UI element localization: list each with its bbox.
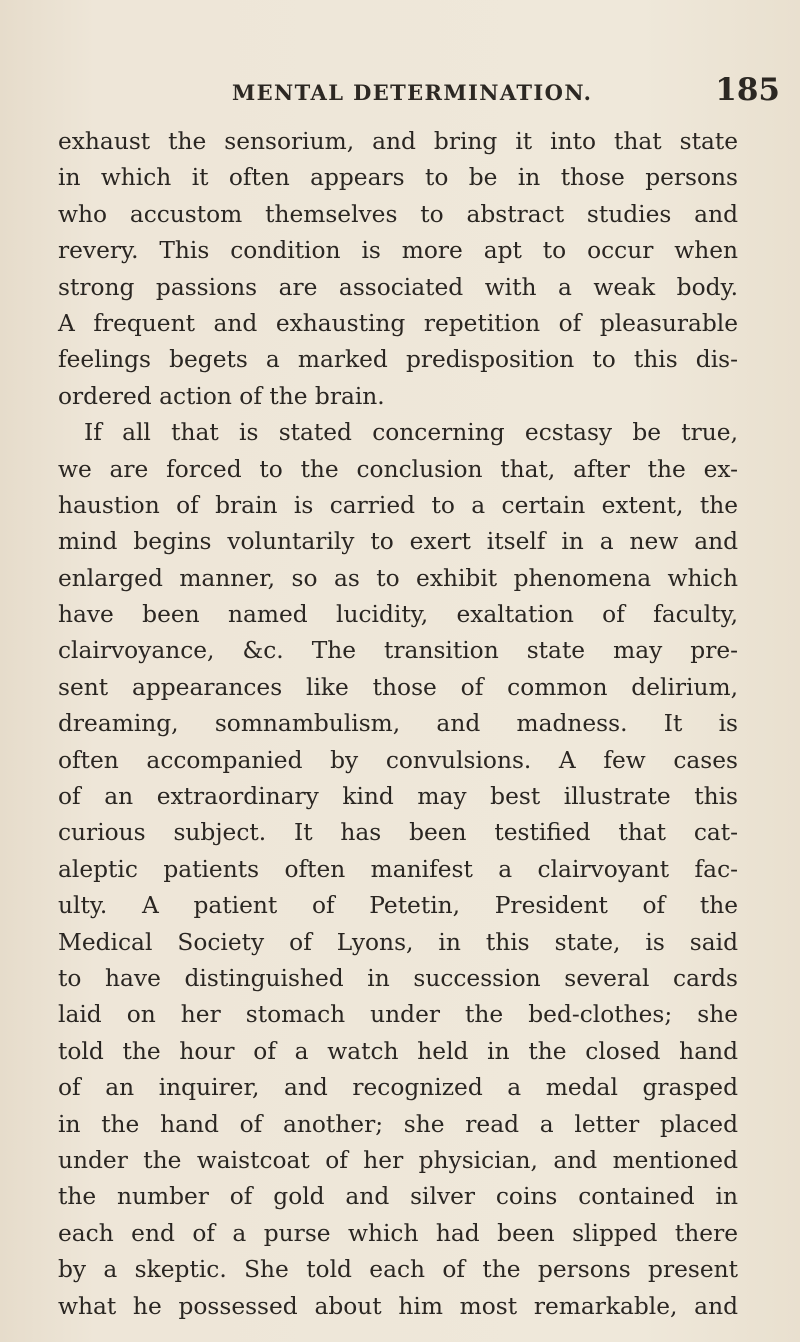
text-line: who accustom themselves to abstract studies and xyxy=(58,200,738,228)
text-line: clairvoyance, &c. The transition state may pre- xyxy=(58,637,738,665)
text-line: Medical Society of Lyons, in this state, is said xyxy=(58,928,738,956)
text-line: haustion of brain is carried to a certain extent, the xyxy=(58,491,738,519)
text-line: ulty. A patient of Petetin, President of the xyxy=(58,892,738,920)
text-line: dreaming, somnambulism, and madness. It is xyxy=(58,710,738,738)
text-line: of an inquirer, and recognized a medal grasped xyxy=(58,1074,738,1102)
text-line: revery. This condition is more apt to occur when xyxy=(58,237,738,265)
text-line: in which it often appears to be in those persons xyxy=(58,164,738,192)
text-line: exhaust the sensorium, and bring it into that state xyxy=(58,128,738,155)
running-head xyxy=(60,72,780,110)
page-number: 185 xyxy=(715,72,780,108)
text-line: enlarged manner, so as to exhibit phenomena which xyxy=(58,564,738,592)
text-line: told the hour of a watch held in the closed hand xyxy=(58,1037,738,1065)
text-line: sent appearances like those of common delirium, xyxy=(58,673,738,701)
text-line: to have distinguished in succession several cards xyxy=(58,964,738,992)
text-line: have been named lucidity, exaltation of faculty, xyxy=(58,601,738,629)
text-line: If all that is stated concerning ecstasy be true, xyxy=(84,419,738,447)
text-line: in the hand of another; she read a letter placed xyxy=(58,1110,738,1138)
body-text xyxy=(58,124,738,1325)
text-line: the number of gold and silver coins contained in xyxy=(58,1183,738,1211)
text-line: A frequent and exhausting repetition of pleasurable xyxy=(58,309,738,337)
text-line: often accompanied by convulsions. A few cases xyxy=(58,746,738,774)
text-line: mind begins voluntarily to exert itself in a new and xyxy=(58,528,738,556)
running-title: MENTAL DETERMINATION. xyxy=(232,80,593,105)
text-line: strong passions are associated with a weak body. xyxy=(58,273,738,301)
text-line: aleptic patients often manifest a clairvoyant fac- xyxy=(58,855,738,883)
text-line: we are forced to the conclusion that, after the ex- xyxy=(58,455,738,483)
text-line: feelings begets a marked predisposition to this dis- xyxy=(58,346,738,374)
text-line: by a skeptic. She told each of the persons present xyxy=(58,1256,738,1284)
text-line: each end of a purse which had been slipped there xyxy=(58,1219,738,1247)
text-line: of an extraordinary kind may best illustrate this xyxy=(58,783,738,811)
text-line: under the waistcoat of her physician, and mentioned xyxy=(58,1146,738,1174)
text-line: what he possessed about him most remarkable, and xyxy=(58,1292,738,1320)
text-line: ordered action of the brain. xyxy=(58,382,385,410)
text-line: laid on her stomach under the bed-clothes; she xyxy=(58,1001,738,1029)
text-line: curious subject. It has been testified that cat- xyxy=(58,819,738,847)
